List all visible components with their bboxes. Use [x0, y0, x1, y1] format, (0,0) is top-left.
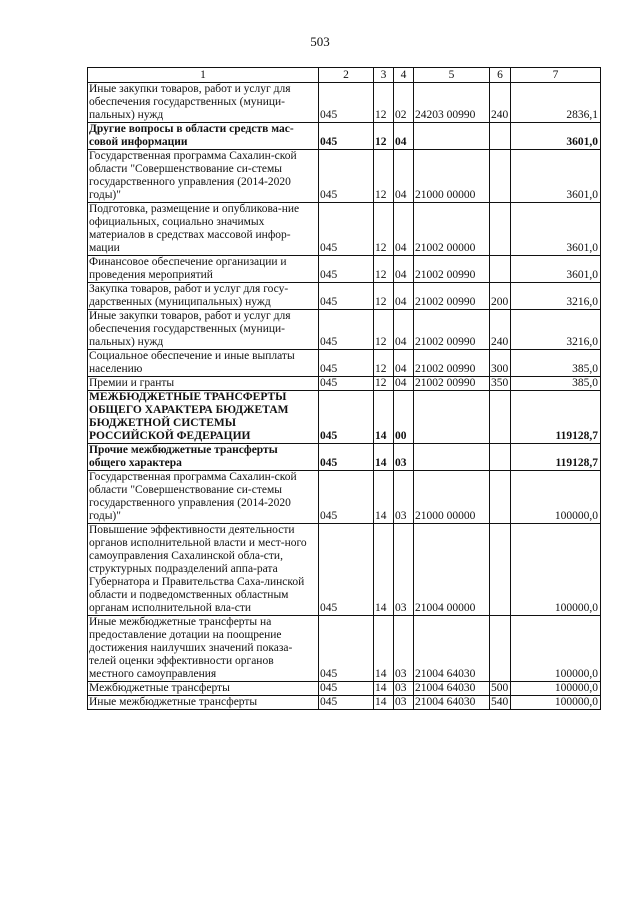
- name-cell: Социальное обеспечение и иные выплаты населению: [88, 350, 319, 377]
- table-row: [88, 391, 601, 444]
- amount-cell: 3601,0: [511, 203, 601, 256]
- ministry-code-cell: 045: [319, 616, 374, 682]
- table-row: [88, 83, 601, 123]
- subsection-cell: 03: [394, 524, 414, 616]
- amount-cell: 2836,1: [511, 83, 601, 123]
- ministry-code-cell: 045: [319, 310, 374, 350]
- name-cell: Подготовка, размещение и опубликова-ние официальных, социально значимых материалов в средствах массовой инфор-мации: [88, 203, 319, 256]
- target-article-cell: 21002 00990: [414, 256, 490, 283]
- name-cell: Закупка товаров, работ и услуг для госу-дарственных (муниципальных) нужд: [88, 283, 319, 310]
- target-article-cell: [414, 123, 490, 150]
- ministry-code-cell: 045: [319, 524, 374, 616]
- table-row: [88, 350, 601, 377]
- name-cell: Межбюджетные трансферты: [88, 682, 319, 696]
- expense-type-cell: [490, 616, 511, 682]
- amount-cell: 385,0: [511, 377, 601, 391]
- expense-type-cell: 350: [490, 377, 511, 391]
- header-cell: 7: [511, 68, 601, 83]
- amount-cell: 100000,0: [511, 696, 601, 710]
- expense-type-cell: 540: [490, 696, 511, 710]
- expense-type-cell: 240: [490, 310, 511, 350]
- amount-cell: 3601,0: [511, 256, 601, 283]
- table-row: [88, 123, 601, 150]
- expense-type-cell: [490, 524, 511, 616]
- name-cell: Другие вопросы в области средств мас-совой информации: [88, 123, 319, 150]
- name-cell: Иные межбюджетные трансферты: [88, 696, 319, 710]
- name-cell: МЕЖБЮДЖЕТНЫЕ ТРАНСФЕРТЫ ОБЩЕГО ХАРАКТЕРА БЮДЖЕТАМ БЮДЖЕТНОЙ СИСТЕМЫ РОССИЙСКОЙ ФЕДЕРАЦИИ: [88, 391, 319, 444]
- expense-type-cell: [490, 123, 511, 150]
- amount-cell: 3601,0: [511, 150, 601, 203]
- ministry-code-cell: 045: [319, 83, 374, 123]
- section-cell: 12: [374, 83, 394, 123]
- ministry-code-cell: 045: [319, 256, 374, 283]
- target-article-cell: 21002 00990: [414, 377, 490, 391]
- section-cell: 12: [374, 203, 394, 256]
- table-body: [88, 68, 601, 710]
- subsection-cell: 04: [394, 350, 414, 377]
- subsection-cell: 04: [394, 203, 414, 256]
- amount-cell: 385,0: [511, 350, 601, 377]
- ministry-code-cell: 045: [319, 444, 374, 471]
- subsection-cell: 03: [394, 696, 414, 710]
- section-cell: 12: [374, 150, 394, 203]
- subsection-cell: 03: [394, 682, 414, 696]
- section-cell: 12: [374, 310, 394, 350]
- expense-type-cell: [490, 150, 511, 203]
- name-cell: Иные межбюджетные трансферты на предоставление дотации на поощрение достижения наилучших значений показа-телей оценки эффективности органов местного самоуправления: [88, 616, 319, 682]
- amount-cell: 100000,0: [511, 616, 601, 682]
- expense-type-cell: 300: [490, 350, 511, 377]
- expense-type-cell: [490, 391, 511, 444]
- name-cell: Финансовое обеспечение организации и проведения мероприятий: [88, 256, 319, 283]
- budget-table: [87, 67, 601, 710]
- target-article-cell: 21004 64030: [414, 682, 490, 696]
- target-article-cell: 21004 00000: [414, 524, 490, 616]
- expense-type-cell: [490, 471, 511, 524]
- subsection-cell: 03: [394, 444, 414, 471]
- subsection-cell: 03: [394, 616, 414, 682]
- header-cell: 1: [88, 68, 319, 83]
- target-article-cell: [414, 391, 490, 444]
- table-row: [88, 150, 601, 203]
- amount-cell: 100000,0: [511, 471, 601, 524]
- table-row: [88, 682, 601, 696]
- header-row: [88, 68, 601, 83]
- section-cell: 14: [374, 616, 394, 682]
- expense-type-cell: [490, 256, 511, 283]
- target-article-cell: [414, 444, 490, 471]
- name-cell: Премии и гранты: [88, 377, 319, 391]
- ministry-code-cell: 045: [319, 471, 374, 524]
- name-cell: Повышение эффективности деятельности органов исполнительной власти и мест-ного самоуправления Сахалинской обла-сти, структурных подразделений аппа-рата Губернатора и Правительства Саха-линской области и подведомственных областным органам исполнительной вла-сти: [88, 524, 319, 616]
- name-cell: Прочие межбюджетные трансферты общего характера: [88, 444, 319, 471]
- section-cell: 12: [374, 283, 394, 310]
- expense-type-cell: [490, 444, 511, 471]
- expense-type-cell: [490, 203, 511, 256]
- ministry-code-cell: 045: [319, 123, 374, 150]
- expense-type-cell: 200: [490, 283, 511, 310]
- expense-type-cell: 240: [490, 83, 511, 123]
- table-row: [88, 696, 601, 710]
- table-row: [88, 203, 601, 256]
- subsection-cell: 02: [394, 83, 414, 123]
- ministry-code-cell: 045: [319, 203, 374, 256]
- section-cell: 14: [374, 444, 394, 471]
- section-cell: 12: [374, 350, 394, 377]
- target-article-cell: 21002 00990: [414, 310, 490, 350]
- ministry-code-cell: 045: [319, 150, 374, 203]
- target-article-cell: 21002 00990: [414, 350, 490, 377]
- table-row: [88, 283, 601, 310]
- table-row: [88, 616, 601, 682]
- page-number: 503: [310, 34, 330, 49]
- header-cell: 2: [319, 68, 374, 83]
- section-cell: 12: [374, 256, 394, 283]
- target-article-cell: 21004 64030: [414, 696, 490, 710]
- section-cell: 14: [374, 524, 394, 616]
- subsection-cell: 04: [394, 310, 414, 350]
- table-row: [88, 256, 601, 283]
- ministry-code-cell: 045: [319, 350, 374, 377]
- table-row: [88, 377, 601, 391]
- section-cell: 12: [374, 123, 394, 150]
- header-cell: 3: [374, 68, 394, 83]
- ministry-code-cell: 045: [319, 377, 374, 391]
- subsection-cell: 04: [394, 377, 414, 391]
- ministry-code-cell: 045: [319, 696, 374, 710]
- target-article-cell: 21002 00000: [414, 203, 490, 256]
- ministry-code-cell: 045: [319, 682, 374, 696]
- expense-type-cell: 500: [490, 682, 511, 696]
- amount-cell: 100000,0: [511, 524, 601, 616]
- subsection-cell: 04: [394, 283, 414, 310]
- target-article-cell: 21000 00000: [414, 150, 490, 203]
- name-cell: Государственная программа Сахалин-ской области "Совершенствование си-стемы государственного управления (2014-2020 годы)": [88, 150, 319, 203]
- name-cell: Государственная программа Сахалин-ской области "Совершенствование си-стемы государственного управления (2014-2020 годы)": [88, 471, 319, 524]
- subsection-cell: 04: [394, 150, 414, 203]
- target-article-cell: 21004 64030: [414, 616, 490, 682]
- target-article-cell: 21000 00000: [414, 471, 490, 524]
- table-row: [88, 471, 601, 524]
- section-cell: 14: [374, 471, 394, 524]
- target-article-cell: 24203 00990: [414, 83, 490, 123]
- name-cell: Иные закупки товаров, работ и услуг для обеспечения государственных (муници-пальных) нужд: [88, 310, 319, 350]
- section-cell: 12: [374, 377, 394, 391]
- subsection-cell: 00: [394, 391, 414, 444]
- name-cell: Иные закупки товаров, работ и услуг для обеспечения государственных (муници-пальных) нужд: [88, 83, 319, 123]
- header-cell: 5: [414, 68, 490, 83]
- target-article-cell: 21002 00990: [414, 283, 490, 310]
- section-cell: 14: [374, 391, 394, 444]
- amount-cell: 3216,0: [511, 283, 601, 310]
- header-cell: 4: [394, 68, 414, 83]
- ministry-code-cell: 045: [319, 283, 374, 310]
- table-row: [88, 524, 601, 616]
- ministry-code-cell: 045: [319, 391, 374, 444]
- amount-cell: 100000,0: [511, 682, 601, 696]
- amount-cell: 3216,0: [511, 310, 601, 350]
- subsection-cell: 04: [394, 123, 414, 150]
- header-cell: 6: [490, 68, 511, 83]
- section-cell: 14: [374, 696, 394, 710]
- subsection-cell: 03: [394, 471, 414, 524]
- amount-cell: 119128,7: [511, 391, 601, 444]
- amount-cell: 3601,0: [511, 123, 601, 150]
- section-cell: 14: [374, 682, 394, 696]
- subsection-cell: 04: [394, 256, 414, 283]
- table-row: [88, 444, 601, 471]
- table-row: [88, 310, 601, 350]
- amount-cell: 119128,7: [511, 444, 601, 471]
